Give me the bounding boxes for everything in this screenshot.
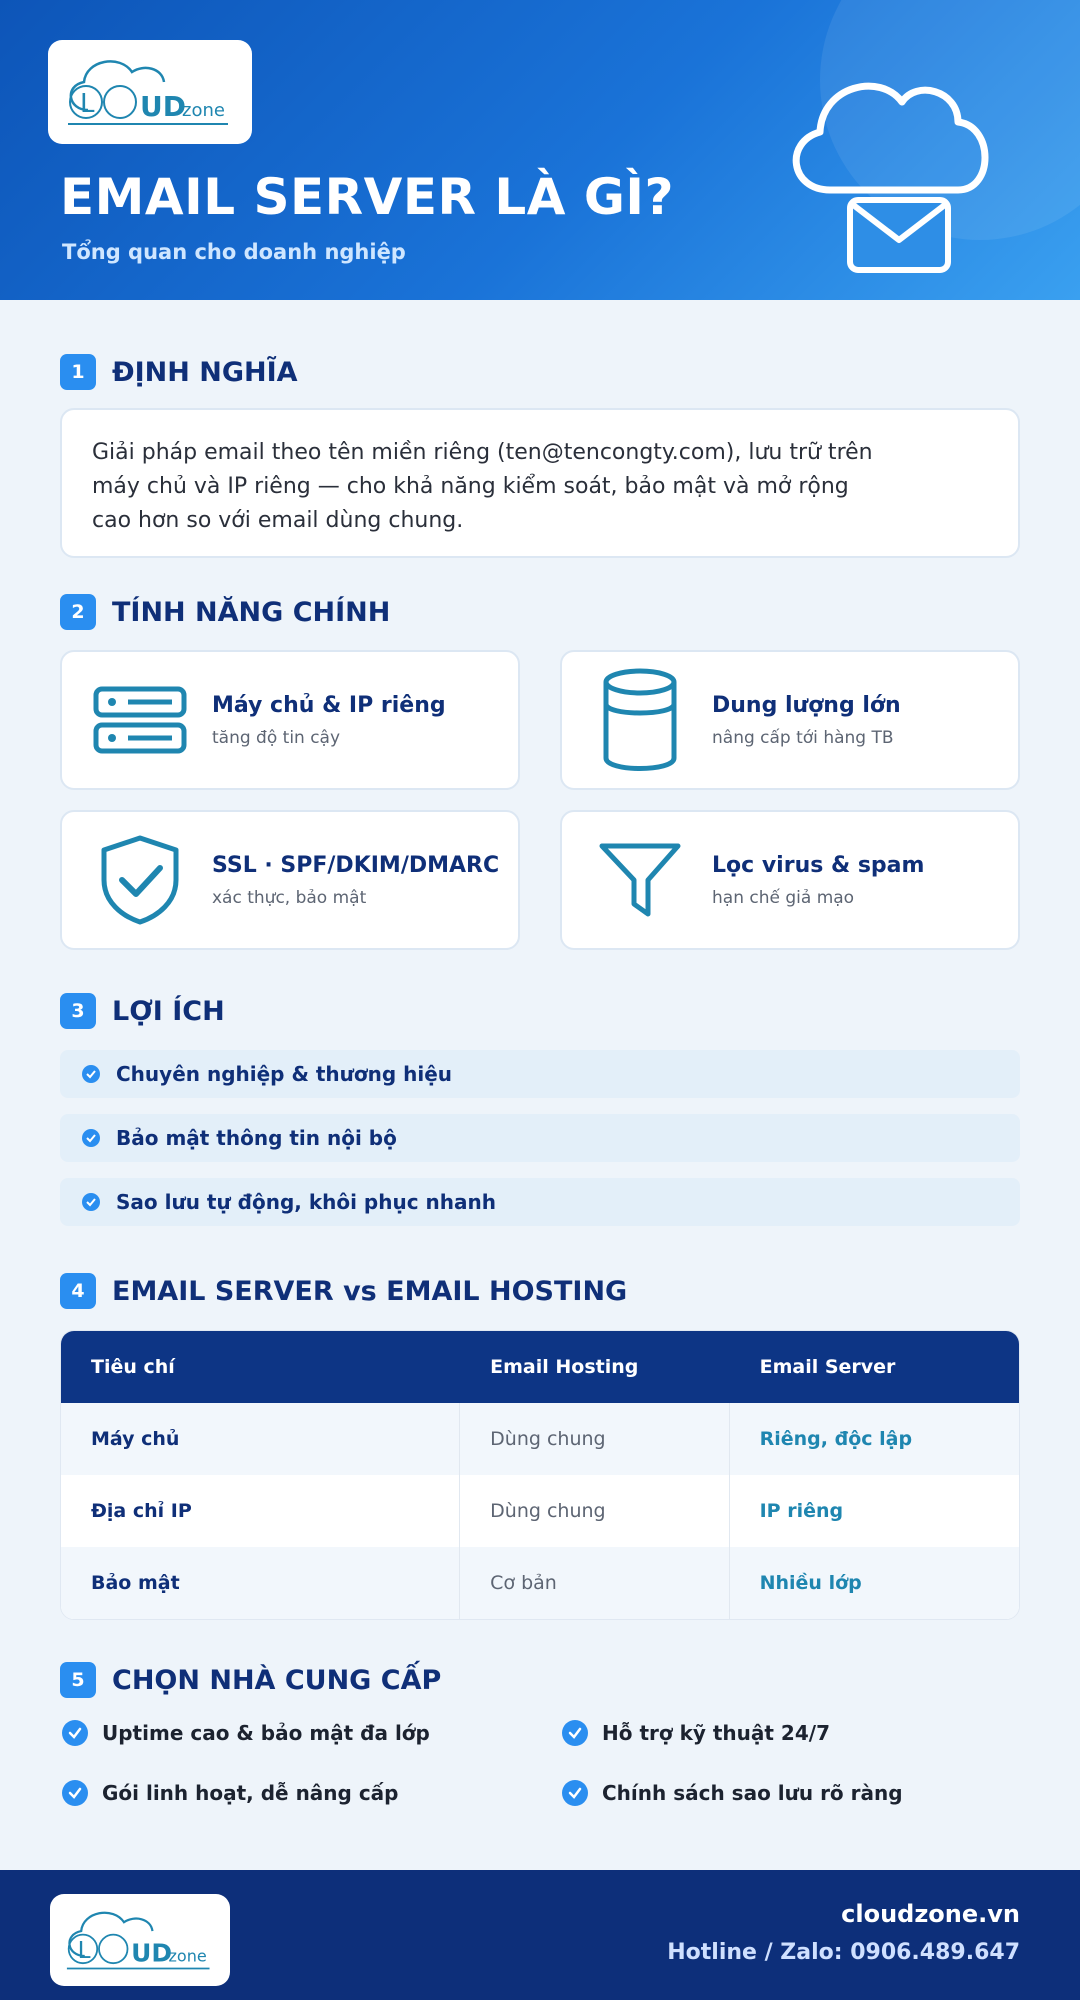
database-icon — [580, 668, 700, 772]
shield-check-icon — [80, 834, 200, 926]
footer — [0, 1870, 1080, 2000]
table-cell: Dùng chung — [460, 1403, 729, 1475]
table-cell: Dùng chung — [460, 1475, 729, 1547]
provider-item — [62, 1780, 398, 1806]
table-cell: IP riêng — [759, 1500, 844, 1522]
table-header-cell: Email Server — [759, 1356, 896, 1378]
section-number: 4 — [60, 1273, 96, 1309]
table-header-row — [61, 1331, 1019, 1403]
feature-card-server — [60, 650, 520, 790]
feature-subtitle: tăng độ tin cậy — [212, 727, 341, 748]
table-cell: Nhiều lớp — [759, 1572, 862, 1594]
check-icon — [82, 1193, 100, 1211]
svg-text:zone: zone — [168, 1946, 207, 1966]
table-cell: Bảo mật — [61, 1547, 460, 1619]
footer-hotline[interactable]: Hotline / Zalo: 0906.489.647 — [667, 1940, 1020, 1965]
comparison-table — [60, 1330, 1020, 1620]
section-definition-heading — [60, 354, 298, 390]
feature-title: Lọc virus & spam — [712, 852, 925, 878]
feature-card-filter — [560, 810, 1020, 950]
svg-text:L: L — [77, 1936, 91, 1964]
footer-logo[interactable] — [50, 1894, 230, 1986]
benefit-item — [60, 1178, 1020, 1226]
benefit-item — [60, 1114, 1020, 1162]
feature-card-security — [60, 810, 520, 950]
section-title: ĐỊNH NGHĨA — [112, 356, 298, 388]
section-number: 1 — [60, 354, 96, 390]
benefit-text: Sao lưu tự động, khôi phục nhanh — [116, 1190, 496, 1214]
server-icon — [80, 685, 200, 755]
section-title: TÍNH NĂNG CHÍNH — [112, 596, 391, 628]
section-benefits-heading — [60, 993, 225, 1029]
table-header-cell: Email Hosting — [490, 1356, 639, 1378]
footer-website-link[interactable]: cloudzone.vn — [841, 1900, 1020, 1928]
svg-text:UD: UD — [131, 1938, 173, 1968]
check-icon — [82, 1065, 100, 1083]
cloud-logo-icon — [58, 50, 242, 134]
table-row — [61, 1547, 1019, 1619]
feature-subtitle: hạn chế giả mạo — [712, 887, 855, 908]
feature-title: SSL · SPF/DKIM/DMARC — [212, 852, 500, 878]
section-title: CHỌN NHÀ CUNG CẤP — [112, 1664, 442, 1696]
benefit-text: Chuyên nghiệp & thương hiệu — [116, 1062, 453, 1086]
svg-text:L: L — [80, 89, 95, 119]
section-comparison-heading — [60, 1273, 627, 1309]
header-banner — [0, 0, 1080, 300]
table-row — [61, 1403, 1019, 1475]
feature-card-storage — [560, 650, 1020, 790]
feature-subtitle: xác thực, bảo mật — [212, 887, 367, 908]
definition-text: Giải pháp email theo tên miền riêng (ten@tencongty.com), lưu trữ trên máy chủ và IP riêng — cho khả năng kiểm soát, bảo mật và mở rộng cao hơn so với email dùng chung. — [92, 440, 873, 533]
table-row — [61, 1475, 1019, 1547]
definition-card — [60, 408, 1020, 558]
svg-text:zone: zone — [182, 100, 225, 121]
cloud-envelope-icon — [780, 50, 1000, 280]
provider-text: Chính sách sao lưu rõ ràng — [602, 1781, 903, 1805]
section-number: 3 — [60, 993, 96, 1029]
provider-text: Uptime cao & bảo mật đa lớp — [102, 1721, 430, 1745]
brand-logo[interactable] — [48, 40, 252, 144]
provider-text: Gói linh hoạt, dễ nâng cấp — [102, 1781, 399, 1805]
check-circle-icon — [562, 1720, 588, 1746]
section-number: 5 — [60, 1662, 96, 1698]
section-title: LỢI ÍCH — [112, 995, 225, 1027]
provider-item — [62, 1720, 430, 1746]
page-title: EMAIL SERVER LÀ GÌ? — [60, 168, 675, 226]
section-title: EMAIL SERVER vs EMAIL HOSTING — [112, 1275, 628, 1307]
check-icon — [82, 1129, 100, 1147]
feature-subtitle: nâng cấp tới hàng TB — [712, 727, 894, 748]
provider-text: Hỗ trợ kỹ thuật 24/7 — [602, 1721, 830, 1745]
benefit-item — [60, 1050, 1020, 1098]
section-provider-heading — [60, 1662, 441, 1698]
provider-item — [562, 1720, 830, 1746]
check-circle-icon — [62, 1780, 88, 1806]
table-header-cell: Tiêu chí — [91, 1356, 175, 1378]
check-circle-icon — [62, 1720, 88, 1746]
table-cell: Địa chỉ IP — [61, 1475, 460, 1547]
svg-text:UD: UD — [140, 90, 186, 123]
benefit-text: Bảo mật thông tin nội bộ — [116, 1126, 397, 1150]
table-cell: Riêng, độc lập — [759, 1428, 913, 1450]
check-circle-icon — [562, 1780, 588, 1806]
feature-title: Dung lượng lớn — [712, 692, 901, 718]
table-cell: Cơ bản — [460, 1547, 729, 1619]
table-cell: Máy chủ — [61, 1403, 460, 1475]
section-features-heading — [60, 594, 390, 630]
cloud-logo-icon — [58, 1902, 222, 1978]
feature-title: Máy chủ & IP riêng — [212, 692, 446, 718]
section-number: 2 — [60, 594, 96, 630]
provider-item — [562, 1780, 903, 1806]
filter-icon — [580, 840, 700, 920]
page-subtitle: Tổng quan cho doanh nghiệp — [62, 240, 406, 264]
